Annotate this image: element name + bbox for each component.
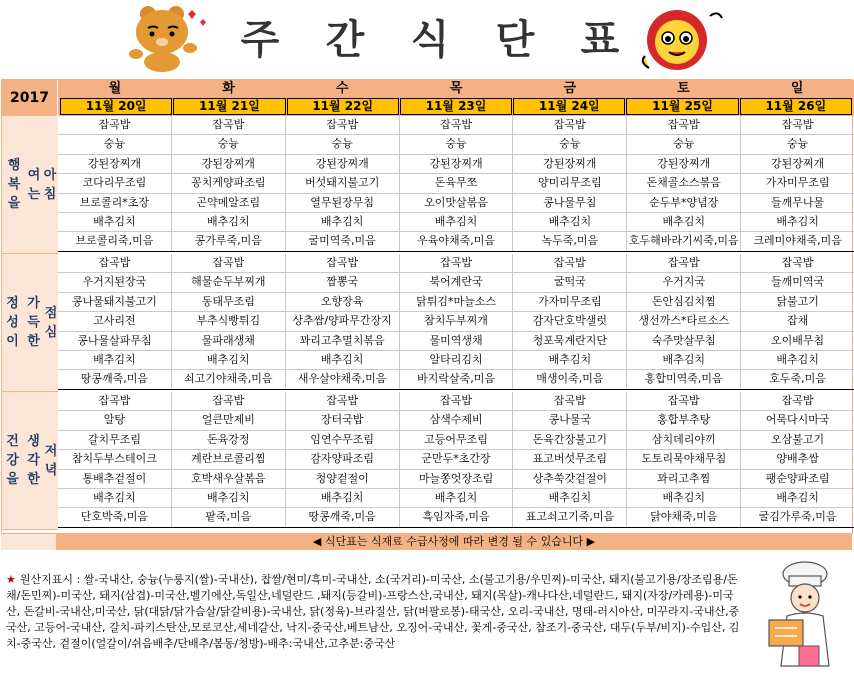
menu-cell-sun: 숭늉 [786,137,809,151]
menu-cell-wed: 배추김치 [286,213,400,231]
menu-cell-tue: 숭늉 [172,135,286,153]
menu-cell-mon: 콩나물돼지불고기 [58,293,172,311]
date-cell: 11월 23일 [400,98,512,115]
page-title: 주 간 식 단 표 [240,16,620,63]
meal-label-line: 건강을 [6,434,19,487]
menu-cell-sat: 배추김치 [627,489,741,507]
menu-row [58,135,854,154]
menu-cell-sat: 삼치데리야끼 [627,431,741,449]
menu-row [58,392,854,411]
menu-cell-sat: 배추김치 [627,351,741,369]
meal-label [2,116,58,254]
menu-cell-mon: 잡곡밥 [58,254,172,272]
menu-row [58,351,854,370]
menu-cell-mon: 배추김치 [58,213,172,231]
menu-cell-sun: 양배추쌈 [776,452,819,466]
meal-label-line: 점심 [44,305,58,340]
meal-label-line: 가득한 [27,296,40,349]
menu-cell-tue: 배추김치 [172,213,286,231]
menu-cell-sun: 들깨미역국 [771,275,825,289]
menu-cell-sat: 호두해바라기씨죽,미음 [627,232,741,250]
menu-cell-sun: 잡채 [786,314,809,328]
menu-cell-fri: 잡곡밥 [513,392,627,410]
menu-cell-mon: 갈치무조림 [58,431,172,449]
menu-cell-wed: 감자양파조림 [286,450,400,468]
menu-cell-fri: 배추김치 [513,489,627,507]
menu-cell-sun: 강된장찌개 [771,156,825,170]
menu-cell-wed: 장터국밥 [286,411,400,429]
menu-cell-thu: 잡곡밥 [400,116,514,134]
meal-section [2,116,854,254]
menu-cell-fri: 돈육간장불고기 [513,431,627,449]
menu-cell-fri: 청포묵계란지단 [513,332,627,350]
menu-row [58,312,854,331]
menu-cell-sun: 닭불고기 [776,294,819,308]
date-cell: 11월 22일 [287,98,399,115]
menu-cell-mon: 브로콜리*초장 [58,194,172,212]
menu-cell-tue: 꽁치케양파조림 [172,174,286,192]
meal-label [2,254,58,392]
menu-cell-wed: 오향장육 [286,293,400,311]
menu-cell-mon: 잡곡밥 [58,392,172,410]
menu-cell-thu: 삼색수제비 [400,411,514,429]
menu-cell-sat: 숭늉 [627,135,741,153]
menu-cell-fri: 감자단호박샐럿 [513,312,627,330]
menu-cell-tue: 계란브로콜리찜 [172,450,286,468]
menu-cell-wed: 굴미역죽,미음 [286,232,400,250]
menu-cell-fri: 잡곡밥 [513,254,627,272]
weekday-wed: 수 [336,81,349,96]
menu-row [58,194,854,213]
menu-cell-sun: 오삼불고기 [771,432,825,446]
weekday-fri: 금 [563,81,577,96]
chef-character-icon [765,556,851,676]
menu-cell-fri: 양미리무조림 [513,174,627,192]
menu-cell-thu: 잡곡밥 [400,392,514,410]
menu-cell-sat: 강된장찌개 [627,155,741,173]
menu-cell-mon: 브로콜리죽,미음 [58,232,172,250]
menu-cell-thu: 북어계란국 [400,273,514,291]
menu-cell-thu: 바지락살죽,미음 [400,370,514,388]
menu-cell-wed: 짬뽕국 [286,273,400,291]
weekly-menu-table [1,79,853,534]
meal-section [2,392,854,530]
weekday-tue: 화 [222,81,235,96]
menu-row [58,293,854,312]
notice-spacer [1,534,56,550]
menu-cell-mon: 알탕 [58,411,172,429]
menu-cell-sun: 잡곡밥 [781,394,814,407]
menu-cell-tue: 해물순두부찌개 [172,273,286,291]
meal-grid [58,254,854,390]
menu-cell-fri: 상추쑥갓겉절이 [513,470,627,488]
menu-cell-tue: 잡곡밥 [172,392,286,410]
menu-cell-tue: 부추식빵튀김 [172,312,286,330]
meal-label [2,392,58,530]
menu-cell-fri: 배추김치 [513,213,627,231]
menu-cell-tue: 강된장찌개 [172,155,286,173]
menu-cell-sun: 오이배무침 [771,333,825,347]
menu-cell-fri: 콩나물국 [513,411,627,429]
menu-cell-fri: 굴떡국 [513,273,627,291]
menu-cell-sat: 순두부*양념장 [627,194,741,212]
menu-cell-mon: 콩나물살파무침 [58,332,172,350]
menu-row [58,155,854,174]
menu-cell-tue: 물파래생채 [172,332,286,350]
menu-cell-sat: 도토리묵야채무침 [627,450,741,468]
menu-cell-wed: 청양겉절이 [286,470,400,488]
meal-grid [58,392,854,528]
menu-cell-thu: 강된장찌개 [400,155,514,173]
menu-cell-tue: 배추김치 [172,351,286,369]
menu-cell-sat: 꽈리고추찜 [627,470,741,488]
weekday-sun: 일 [790,81,804,96]
bear-character-icon [118,4,213,72]
menu-row [58,450,854,469]
menu-cell-thu: 고등어무조림 [400,431,514,449]
lion-character-icon [635,4,725,72]
menu-cell-mon: 강된장찌개 [58,155,172,173]
menu-cell-fri: 숭늉 [513,135,627,153]
meal-label-line: 정성이 [6,296,19,349]
menu-cell-mon: 배추김치 [58,351,172,369]
menu-cell-tue: 콩가루죽,미음 [172,232,286,250]
menu-cell-thu: 닭튀김*마늘소스 [400,293,514,311]
menu-cell-wed: 열무된장무침 [286,194,400,212]
menu-cell-thu: 마늘쫑엇장조림 [400,470,514,488]
menu-cell-sat: 생선까스*타르소스 [627,312,741,330]
menu-row [58,332,854,351]
date-cell: 11월 21일 [173,98,285,115]
menu-cell-mon: 잡곡밥 [58,116,172,134]
menu-cell-thu: 돈육무쪼 [400,174,514,192]
star-icon: ★ [6,573,16,586]
menu-cell-sun: 잡곡밥 [781,256,814,269]
menu-row [58,116,854,135]
menu-cell-tue: 잡곡밥 [172,116,286,134]
menu-cell-tue: 얼큰만제비 [172,411,286,429]
menu-cell-sun: 가자미무조림 [765,176,830,190]
menu-cell-mon: 배추김치 [58,489,172,507]
date-cell: 11월 24일 [513,98,625,115]
menu-cell-fri: 표고쇠고기죽,미음 [513,508,627,526]
menu-cell-sun: 들깨무나물 [771,195,825,209]
menu-cell-mon: 통배추겉절이 [58,470,172,488]
menu-cell-wed: 꽈리고추멸치볶음 [286,332,400,350]
menu-cell-mon: 땅콩깨죽,미음 [58,370,172,388]
meal-label-line: 여는 [27,167,41,202]
menu-cell-tue: 곤약메알조림 [172,194,286,212]
menu-cell-wed: 상추쌈/양파무간장지 [286,312,400,330]
menu-cell-sat: 돈채골소스볶음 [627,174,741,192]
menu-cell-wed: 잡곡밥 [286,392,400,410]
menu-row [58,213,854,232]
menu-cell-sat: 배추김치 [627,213,741,231]
menu-cell-thu: 배추김치 [400,213,514,231]
menu-cell-wed: 잡곡밥 [286,116,400,134]
meal-grid [58,116,854,252]
weekday-sat: 토 [677,81,690,96]
date-cell: 11월 20일 [60,98,172,115]
menu-cell-mon: 코다리무조림 [58,174,172,192]
date-cell: 11월 26일 [740,98,852,115]
menu-cell-tue: 팥죽,미음 [172,508,286,526]
menu-cell-sun: 배추김치 [776,352,819,366]
menu-row [58,470,854,489]
menu-cell-mon: 우거지된장국 [58,273,172,291]
menu-cell-sat: 잡곡밥 [627,254,741,272]
menu-cell-wed: 숭늉 [286,135,400,153]
weekday-thu: 목 [449,81,463,96]
menu-cell-sat: 숙주맛살무침 [627,332,741,350]
page-header [0,0,854,76]
weekday-mon: 월 [108,81,122,96]
weekday-header-row [58,80,854,97]
menu-cell-thu: 배추김치 [400,489,514,507]
menu-cell-sun: 어묵다시마국 [765,413,830,427]
menu-cell-mon: 참치두부스테이크 [58,450,172,468]
menu-cell-fri: 배추김치 [513,351,627,369]
menu-cell-sun: 배추김치 [776,214,819,228]
menu-row [58,411,854,430]
menu-cell-sat: 잡곡밥 [627,392,741,410]
menu-cell-wed: 잡곡밥 [286,254,400,272]
menu-row [58,232,854,251]
date-cell: 11월 25일 [626,98,738,115]
menu-row [58,431,854,450]
menu-cell-sat: 돈안심김치찜 [627,293,741,311]
menu-cell-thu: 알타리김치 [400,351,514,369]
meal-label-line: 생각한 [27,434,40,487]
menu-cell-wed: 배추김치 [286,489,400,507]
change-notice: ◀ 식단표는 식재료 수급사정에 따라 변경 될 수 있습니다 ▶ [56,534,852,550]
menu-cell-sat: 잡곡밥 [627,116,741,134]
menu-cell-sat: 닭야채죽,미음 [627,508,741,526]
menu-cell-wed: 배추김치 [286,351,400,369]
menu-cell-sun: 배추김치 [776,490,819,504]
menu-row [58,174,854,193]
menu-cell-mon: 숭늉 [58,135,172,153]
menu-cell-sun: 크레미야채죽,미음 [753,234,842,248]
menu-cell-thu: 군만두*초간장 [400,450,514,468]
menu-row [58,273,854,292]
menu-cell-thu: 잡곡밥 [400,254,514,272]
menu-cell-thu: 숭늉 [400,135,514,153]
year-cell: 2017 [2,80,58,116]
meal-label-line: 행복을 [7,158,21,211]
menu-cell-wed: 임연수무조림 [286,431,400,449]
menu-cell-wed: 땅콩깨죽,미음 [286,508,400,526]
menu-cell-thu: 오이맛살볶음 [400,194,514,212]
menu-cell-fri: 콩나물무침 [513,194,627,212]
menu-cell-sun: 잡곡밥 [781,118,814,131]
meal-label-line: 아침 [43,167,57,202]
menu-cell-wed: 강된장찌개 [286,155,400,173]
menu-cell-fri: 강된장찌개 [513,155,627,173]
menu-row [58,508,854,527]
menu-row [58,254,854,273]
menu-cell-thu: 흑임자죽,미음 [400,508,514,526]
meal-label-line: 저녁 [44,443,58,478]
date-header-row [58,97,854,116]
menu-cell-fri: 잡곡밥 [513,116,627,134]
menu-cell-thu: 참치두부찌개 [400,312,514,330]
menu-cell-fri: 가자미무조림 [513,293,627,311]
menu-cell-tue: 배추김치 [172,489,286,507]
menu-cell-mon: 단호박죽,미음 [58,508,172,526]
origin-text: 원산지표시 : 쌀-국내산, 숭늉(누룽지(쌀)-국내산), 찹쌀/현미/흑미-국내산, 소(국거리)-미국산, 소(불고기용/우민찌)-미국산, 돼지(불고기용/장조림용/돈채/돈민찌)-미국산, 돼지(삼겹)-미국산,벨기에산,독일산,네덜란드 ,돼지(등갈비)-프랑스산,국내산, 돼지(목살)-캐나다산,네덜란드, 돼지(자장/카레용)-미국산, 돈갈비-국내산,미국산, 닭(대닭/닭가슴살/닭갈비용)-국내산, 닭(정육)-브라질산, 닭(버팔로봉)-태국산, 오리-국내산, 명태-러시아산, 미꾸라지-국내산,중국산, 고등어-국내산, 갈치-파키스탄산,모로코산,세네갈산, 낙지-중국산,베트남산, 오징어-국내산, 꽃게-중국산, 참조기-중국산, 대두(두부/비지)-수입산, 김치-중국산, 겉절이(얼갈이/쉬음배추/단배추/봄동/청방)-배추:국내산,고추분:중국산 [6,573,740,650]
menu-row [58,370,854,389]
menu-cell-thu: 물미역생채 [400,332,514,350]
menu-cell-sat: 홍합부추탕 [627,411,741,429]
menu-cell-sun: 굴김가루죽,미음 [758,510,837,524]
meal-section [2,254,854,392]
origin-info [6,572,746,652]
menu-cell-tue: 잡곡밥 [172,254,286,272]
menu-cell-sun: 팽순양파조림 [765,471,830,485]
menu-cell-sat: 우거지국 [627,273,741,291]
menu-cell-fri: 녹두죽,미음 [513,232,627,250]
menu-cell-sat: 홍합미역죽,미음 [627,370,741,388]
menu-cell-thu: 우육야채죽,미음 [400,232,514,250]
menu-cell-tue: 쇠고기야채죽,미음 [172,370,286,388]
menu-cell-tue: 호박새우살볶음 [172,470,286,488]
menu-row [58,489,854,508]
menu-cell-tue: 돈육강정 [172,431,286,449]
menu-cell-tue: 동태무조림 [172,293,286,311]
menu-cell-mon: 고사리전 [58,312,172,330]
menu-cell-fri: 표고버섯무조림 [513,450,627,468]
menu-cell-wed: 새우살야채죽,미음 [286,370,400,388]
menu-cell-sun: 호두죽,미음 [769,372,826,386]
menu-cell-wed: 버섯돼지불고기 [286,174,400,192]
menu-cell-fri: 매생이죽,미음 [513,370,627,388]
